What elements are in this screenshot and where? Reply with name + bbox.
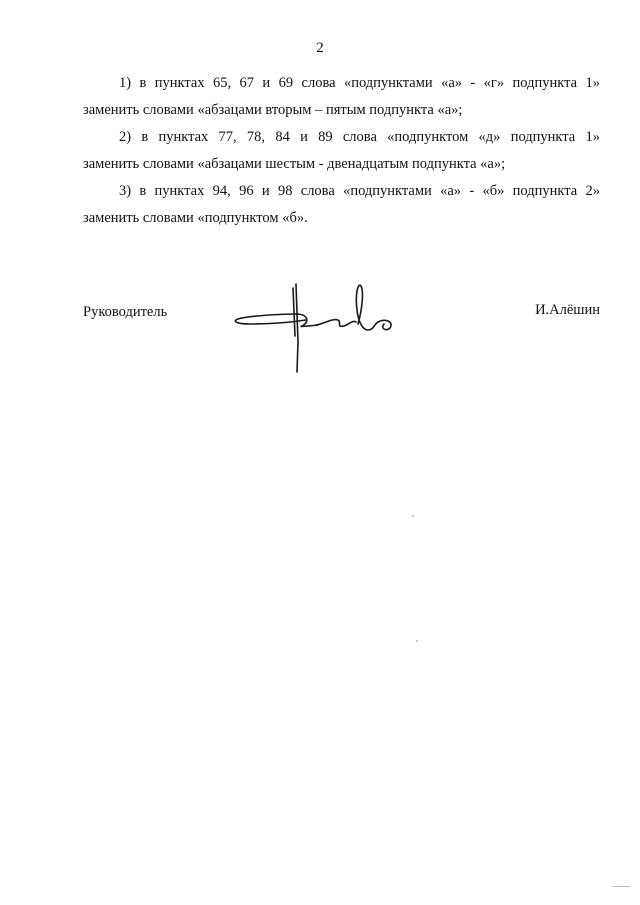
amendment-item-2 [83, 124, 600, 178]
amendment-item-1-line-1: 1) в пунктах 65, 67 и 69 слова «подпунктами «а» - «г» подпункта 1» [119, 75, 600, 91]
amendment-item-3-line-2: заменить словами «подпунктом «б». [83, 210, 308, 226]
signer-role: Руководитель [83, 304, 168, 320]
handwritten-signature [228, 280, 408, 375]
scan-speck [416, 640, 418, 642]
page-number: 2 [316, 40, 324, 56]
document-body [83, 70, 600, 232]
amendment-item-1 [83, 70, 600, 124]
scan-speck [612, 886, 630, 887]
signer-name: И.Алёшин [535, 302, 600, 318]
scan-speck [412, 515, 414, 517]
signature-block [83, 280, 600, 380]
amendment-item-3 [83, 178, 600, 232]
amendment-item-2-line-1: 2) в пунктах 77, 78, 84 и 89 слова «подпунктом «д» подпункта 1» [119, 129, 600, 145]
amendment-item-2-line-2: заменить словами «абзацами шестым - двенадцатым подпункта «а»; [83, 156, 506, 172]
amendment-item-3-line-1: 3) в пунктах 94, 96 и 98 слова «подпунктами «а» - «б» подпункта 2» [119, 183, 600, 199]
amendment-item-1-line-2: заменить словами «абзацами вторым – пятым подпункта «а»; [83, 102, 463, 118]
